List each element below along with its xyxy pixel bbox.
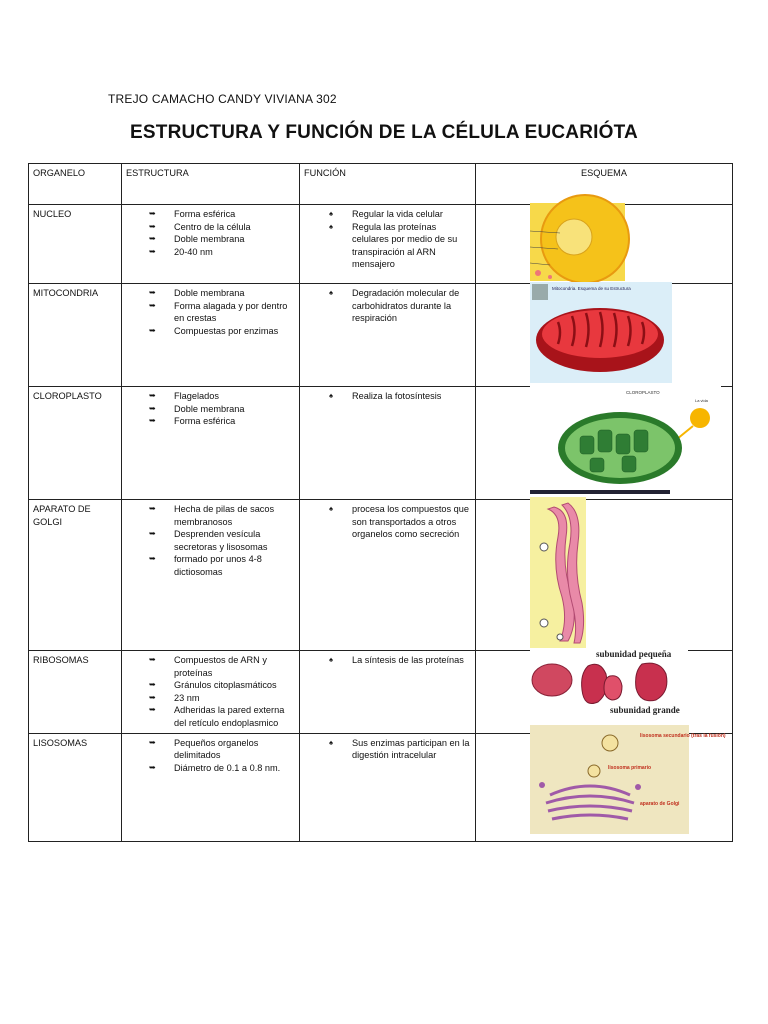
estructura-cell <box>122 284 300 387</box>
list-item: ➥ Doble membrana <box>126 287 295 300</box>
chloroplast-illustration <box>530 386 721 494</box>
ribosome-label-large: subunidad grande <box>610 705 680 715</box>
header-funcion: FUNCIÓN <box>300 164 476 205</box>
list-item: ➥ Hecha de pilas de sacos membranosos <box>126 503 295 528</box>
estructura-cell <box>122 205 300 284</box>
funcion-cell <box>300 284 476 387</box>
list-item: ➥ Compuestos de ARN y proteínas <box>126 654 295 679</box>
list-item: ➥ 20-40 nm <box>126 246 295 259</box>
funcion-cell <box>300 500 476 651</box>
author-line: TREJO CAMACHO CANDY VIVIANA 302 <box>108 92 337 106</box>
list-item: ♠ Regular la vida celular <box>304 208 471 221</box>
list-item: ➥ Pequeños organelos delimitados <box>126 737 295 762</box>
esquema-cell <box>476 500 733 651</box>
list-item: ➥ Adheridas la pared externa del retículo endoplasmico <box>126 704 295 729</box>
list-item: ➥ Flagelados <box>126 390 295 403</box>
list-item: ♠ La síntesis de las proteínas <box>304 654 471 667</box>
svg-text:lisosoma secundario (tras la f: lisosoma secundario (tras la fusión) <box>640 733 726 739</box>
funcion-cell <box>300 205 476 284</box>
lysosome-illustration <box>530 725 726 834</box>
list-item: ♠ Sus enzimas participan en la digestión intracelular <box>304 737 471 762</box>
list-item: ➥ Forma alagada y por dentro en crestas <box>126 300 295 325</box>
chloroplast-caption: CLOROPLASTO <box>626 390 660 395</box>
organelo-cell: APARATO DE GOLGI <box>29 500 122 651</box>
organelo-cell: NUCLEO <box>29 205 122 284</box>
list-item: ➥ Compuestas por enzimas <box>126 325 295 338</box>
list-item: ➥ formado por unos 4-8 dictiosomas <box>126 553 295 578</box>
list-item: ♠ Degradación molecular de carbohidratos durante la respiración <box>304 287 471 325</box>
list-item: ➥ Centro de la célula <box>126 221 295 234</box>
organelo-cell: LISOSOMAS <box>29 733 122 841</box>
table-row <box>29 500 733 651</box>
mitochondria-thumb <box>532 284 548 300</box>
nucleus-illustration <box>530 203 625 281</box>
ribosome-label-small: subunidad pequeña <box>596 649 672 659</box>
header-organelo: ORGANELO <box>29 164 122 205</box>
list-item: ➥ Doble membrana <box>126 233 295 246</box>
header-estructura: ESTRUCTURA <box>122 164 300 205</box>
estructura-cell <box>122 500 300 651</box>
estructura-cell <box>122 387 300 500</box>
svg-text:aparato de Golgi: aparato de Golgi <box>640 801 680 807</box>
mitochondria-caption: Mitocondria. Esquema de su Estructura <box>552 286 631 291</box>
nucleolus <box>556 219 592 255</box>
list-item: ➥ 23 nm <box>126 692 295 705</box>
funcion-cell <box>300 387 476 500</box>
ribosome-illustration <box>530 650 688 715</box>
list-item: ➥ Diámetro de 0.1 a 0.8 nm. <box>126 762 295 775</box>
sun-icon <box>690 408 710 428</box>
list-item: ♠ procesa los compuestos que son transportados a otros organelos como secreción <box>304 503 471 541</box>
organelo-cell: CLOROPLASTO <box>29 387 122 500</box>
estructura-cell <box>122 651 300 734</box>
header-esquema: ESQUEMA <box>476 164 733 205</box>
list-item: ➥ Gránulos citoplasmáticos <box>126 679 295 692</box>
ribosome-shape <box>532 664 572 696</box>
table-header-row <box>29 164 733 205</box>
list-item: ➥ Doble membrana <box>126 403 295 416</box>
list-item: ➥ Forma esférica <box>126 415 295 428</box>
page-title: ESTRUCTURA Y FUNCIÓN DE LA CÉLULA EUCARIÓTA <box>130 122 638 143</box>
lysosome-vesicle <box>602 735 618 751</box>
list-item: ♠ Regula las proteínas celulares por medio de su transpiración al ARN mensajero <box>304 221 471 271</box>
list-item: ♠ Realiza la fotosíntesis <box>304 390 471 403</box>
estructura-cell <box>122 733 300 841</box>
list-item: ➥ Forma esférica <box>126 208 295 221</box>
list-item: ➥ Desprenden vesícula secretoras y lisosomas <box>126 528 295 553</box>
golgi-illustration <box>530 497 586 648</box>
svg-text:lisosoma primario: lisosoma primario <box>608 765 652 771</box>
organelo-cell: RIBOSOMAS <box>29 651 122 734</box>
organelo-cell: MITOCONDRIA <box>29 284 122 387</box>
mitochondria-illustration <box>530 282 672 383</box>
svg-text:La vida: La vida <box>695 398 708 403</box>
funcion-cell <box>300 651 476 734</box>
funcion-cell <box>300 733 476 841</box>
